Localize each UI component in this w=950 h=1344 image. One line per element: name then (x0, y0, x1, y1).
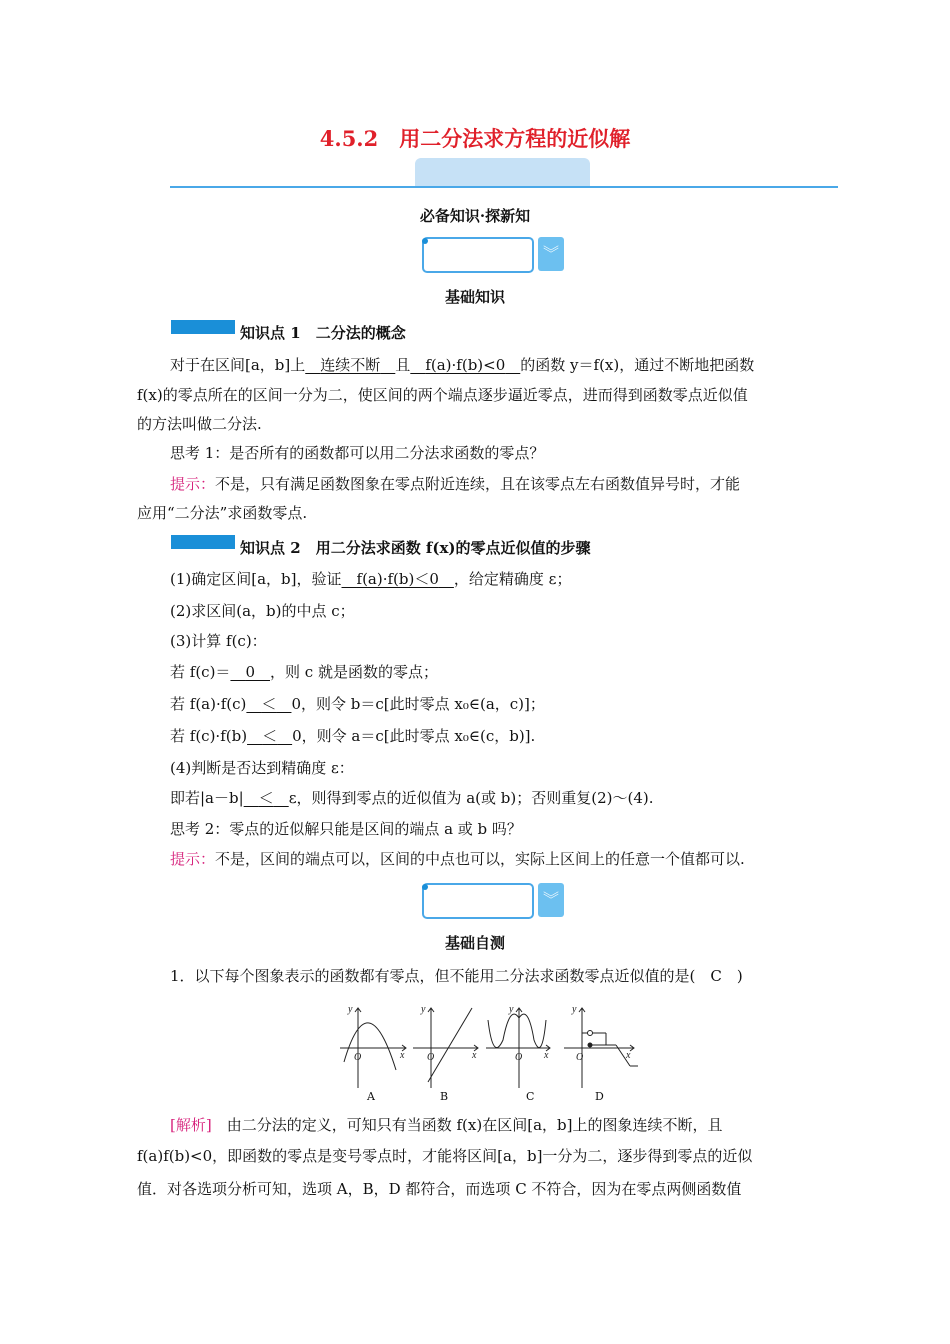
step-3b: 若 f(a)·f(c) ＜ 0，则令 b＝c[此时零点 x₀∈(a，c)]； (170, 695, 545, 713)
step-2: (2)求区间(a，b)的中点 c； (170, 602, 355, 620)
hint-1-line1: 提示：不是，只有满足函数图象在零点附近连续，且在该零点左右函数值异号时，才能 (170, 475, 741, 493)
question-1: 1．以下每个图象表示的函数都有零点，但不能用二分法求函数零点近似值的是( C ) (170, 967, 743, 985)
step-4a: 即若|a－b| ＜ ε，则得到零点的近似值为 a(或 b)；否则重复(2)～(4). (170, 789, 654, 807)
graph-label-d: D (595, 1090, 604, 1103)
svg-text:x: x (400, 1050, 405, 1061)
page-title: 4.5.2 用二分法求方程的近似解 (319, 126, 631, 151)
section-box (422, 883, 534, 919)
blank-answer: ＜ (261, 695, 277, 713)
svg-text:O: O (427, 1052, 435, 1063)
analysis-label: [解析] (170, 1116, 212, 1134)
svg-text:O: O (354, 1052, 362, 1063)
blank-answer: f(a)·f(b)<0 (425, 356, 506, 374)
hint-1-line2: 应用“二分法”求函数零点. (137, 504, 308, 522)
knowledge-point-bar (171, 320, 235, 334)
header-tab (415, 158, 590, 186)
blank-answer: ＜ (258, 789, 274, 807)
paragraph-definition-2: f(x)的零点所在的区间一分为二，使区间的两个端点逐步逼近零点，进而得到函数零点近似值 (137, 386, 748, 404)
svg-text:O: O (576, 1052, 584, 1063)
analysis-line-1: [解析] 由二分法的定义，可知只有当函数 f(x)在区间[a，b]上的图象连续不断，且 (170, 1116, 723, 1134)
kp1-label: 知识点 1 (240, 324, 301, 342)
kp2-name: 用二分法求函数 f(x)的零点近似值的步骤 (315, 539, 591, 557)
knowledge-point-bar (171, 535, 235, 549)
hint-2: 提示：不是，区间的端点可以，区间的中点也可以，实际上区间上的任意一个值都可以. (170, 850, 745, 868)
blank-answer: 0 (245, 663, 255, 681)
svg-text:x: x (626, 1050, 631, 1061)
step-4: (4)判断是否达到精确度 ε： (170, 759, 354, 777)
knowledge-point-1-heading (240, 323, 840, 343)
graph-label-c: C (526, 1090, 535, 1103)
svg-text:x: x (472, 1050, 477, 1061)
hint-label: 提示： (170, 475, 216, 493)
svg-text:y: y (421, 1004, 426, 1015)
section-box (422, 237, 534, 273)
graph-label-b: B (440, 1090, 449, 1103)
paragraph-definition-1: 对于在区间[a，b]上 连续不断 且 f(a)·f(b)<0 的函数 y＝f(x)，通过不断地把函数 (170, 356, 755, 374)
kp2-label: 知识点 2 (240, 539, 301, 557)
subsection-heading-basics: 基础知识 (444, 288, 505, 306)
chevron-down-icon: ︾ (538, 883, 564, 917)
function-graphs-figure (338, 1000, 638, 1100)
knowledge-point-2-heading (240, 538, 840, 558)
header-rule (170, 186, 838, 188)
think-question-1: 思考 1：是否所有的函数都可以用二分法求函数的零点？ (170, 444, 545, 462)
section-heading: 必备知识·探新知 (419, 207, 531, 225)
analysis-line-2: f(a)f(b)<0，即函数的零点是变号零点时，才能将区间[a，b]一分为二，逐步得到零点的近似 (137, 1147, 753, 1165)
chevron-down-icon: ︾ (538, 237, 564, 271)
subsection-heading-selftest: 基础自测 (444, 934, 505, 952)
svg-text:y: y (348, 1004, 353, 1015)
paragraph-definition-3: 的方法叫做二分法. (137, 415, 262, 433)
box-dot (422, 238, 428, 244)
svg-text:y: y (509, 1004, 514, 1015)
step-1: (1)确定区间[a，b]，验证 f(a)·f(b)＜0 ，给定精确度 ε； (170, 570, 572, 588)
svg-text:x: x (544, 1050, 549, 1061)
analysis-line-3: 值．对各选项分析可知，选项 A，B，D 都符合，而选项 C 不符合，因为在零点两侧函数值 (137, 1180, 742, 1198)
blank-answer: ＜ (262, 727, 278, 745)
hint-label: 提示： (170, 850, 216, 868)
blank-answer: 连续不断 (320, 356, 381, 374)
step-3c: 若 f(c)·f(b) ＜ 0，则令 a＝c[此时零点 x₀∈(c，b)]. (170, 727, 536, 745)
step-3a: 若 f(c)＝ 0 ，则 c 就是函数的零点； (170, 663, 438, 681)
svg-text:y: y (572, 1004, 577, 1015)
svg-text:O: O (515, 1052, 523, 1063)
graph-label-a: A (367, 1090, 375, 1103)
kp1-name: 二分法的概念 (315, 324, 406, 342)
blank-answer: f(a)·f(b)＜0 (356, 570, 439, 588)
think-question-2: 思考 2：零点的近似解只能是区间的端点 a 或 b 吗？ (170, 820, 522, 838)
step-3: (3)计算 f(c)： (170, 632, 267, 650)
box-dot (422, 884, 428, 890)
